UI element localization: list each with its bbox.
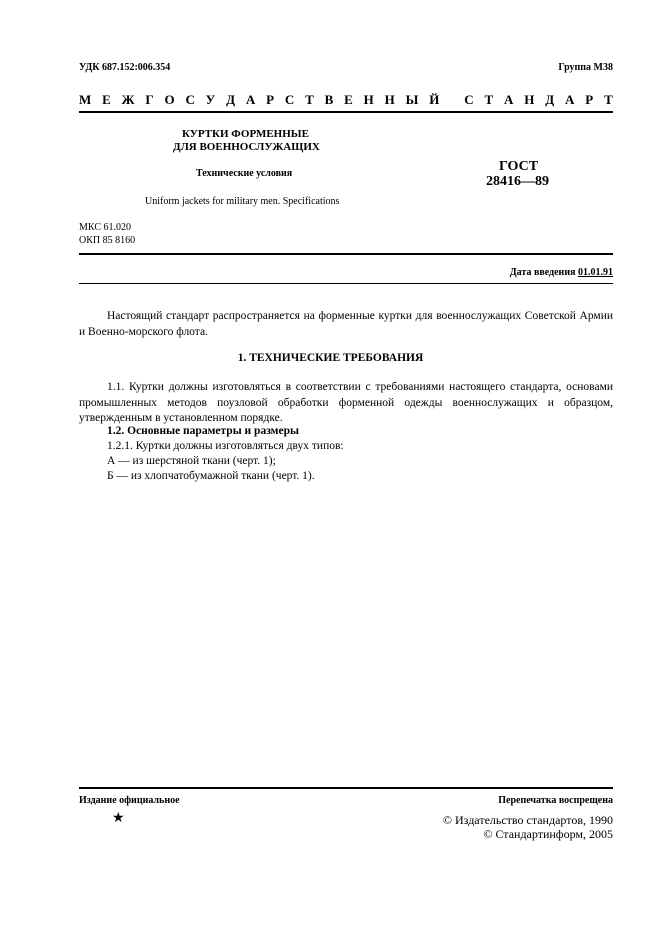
banner-letter: Р [266, 92, 275, 107]
banner-letter: У [205, 92, 216, 107]
title-rule [79, 253, 613, 255]
gost-number: 28416—89 [486, 174, 549, 189]
banner-letter: А [565, 92, 575, 107]
banner-letter: С [185, 92, 195, 107]
banner-letter: Р [585, 92, 594, 107]
date-rule [79, 283, 613, 284]
paragraph-1-1-text: 1.1. Куртки должны изготовляться в соответствии с требованиями настоящего стандарта, основами промышленных методов поузловой обработки форменной одежды военнослужащих и образцом, утвержденным в установленном порядке. [79, 381, 613, 424]
banner-letter: Н [524, 92, 535, 107]
type-a-item: А — из шерстяной ткани (черт. 1); [107, 455, 276, 467]
banner-gap [450, 92, 453, 108]
banner-letter: Н [384, 92, 395, 107]
banner-letter: А [245, 92, 256, 107]
okp-code: ОКП 85 8160 [79, 235, 136, 246]
banner-letter: С [464, 92, 474, 107]
banner-letter: Н [363, 92, 374, 107]
banner-letter: Т [604, 92, 613, 107]
banner-letter: О [164, 92, 175, 107]
official-edition: Издание официальное [79, 795, 180, 806]
intro-date-value: 01.01.91 [578, 267, 613, 278]
banner-letter: Ж [121, 92, 135, 107]
banner-letter: А [504, 92, 514, 107]
paragraph-1-2: 1.2. Основные параметры и размеры [107, 425, 299, 437]
copyright-1: © Издательство стандартов, 1990 [442, 813, 613, 827]
intro-date-label: Дата введения [509, 267, 576, 278]
copyright-2: © Стандартинформ, 2005 [483, 827, 613, 841]
intro-date [510, 267, 613, 278]
banner-letter: М [79, 92, 92, 107]
banner-letter: Е [344, 92, 353, 107]
banner-letter: Т [305, 92, 314, 107]
banner-letter: Д [226, 92, 236, 107]
gost-label: ГОСТ [499, 159, 539, 174]
section-1-heading: 1. ТЕХНИЧЕСКИЕ ТРЕБОВАНИЯ [237, 352, 424, 364]
banner-letter: Д [545, 92, 555, 107]
paragraph-1-1 [79, 380, 613, 427]
intro-text: Настоящий стандарт распространяется на форменные куртки для военнослужащих Советской Армии и Военно-морского флота. [79, 310, 613, 338]
star-icon: ★ [112, 810, 125, 826]
banner-letter: С [284, 92, 295, 107]
paragraph-1-2-1: 1.2.1. Куртки должны изготовляться двух типов: [107, 440, 344, 452]
type-b-item: Б — из хлопчатобумажной ткани (черт. 1). [107, 470, 315, 482]
banner-rule [79, 111, 613, 113]
title-english: Uniform jackets for military men. Specifications [145, 196, 340, 207]
banner-letter: Т [484, 92, 494, 107]
banner-letter: В [324, 92, 334, 107]
mks-code: МКС 61.020 [79, 222, 131, 233]
group-code: Группа М38 [558, 62, 613, 73]
intro-paragraph [79, 309, 613, 340]
standard-banner [79, 92, 613, 108]
title-line-2: ДЛЯ ВОЕННОСЛУЖАЩИХ [173, 141, 320, 153]
banner-letter: Е [102, 92, 111, 107]
title-subtitle: Технические условия [196, 168, 293, 179]
footer-rule [79, 787, 613, 789]
reprint-notice: Перепечатка воспрещена [498, 795, 613, 806]
title-line-1: КУРТКИ ФОРМЕННЫЕ [182, 128, 309, 140]
banner-letter: Ы [405, 92, 419, 107]
banner-letter: Г [145, 92, 154, 107]
udk-code: УДК 687.152:006.354 [79, 62, 171, 73]
banner-letter: Й [429, 92, 440, 107]
